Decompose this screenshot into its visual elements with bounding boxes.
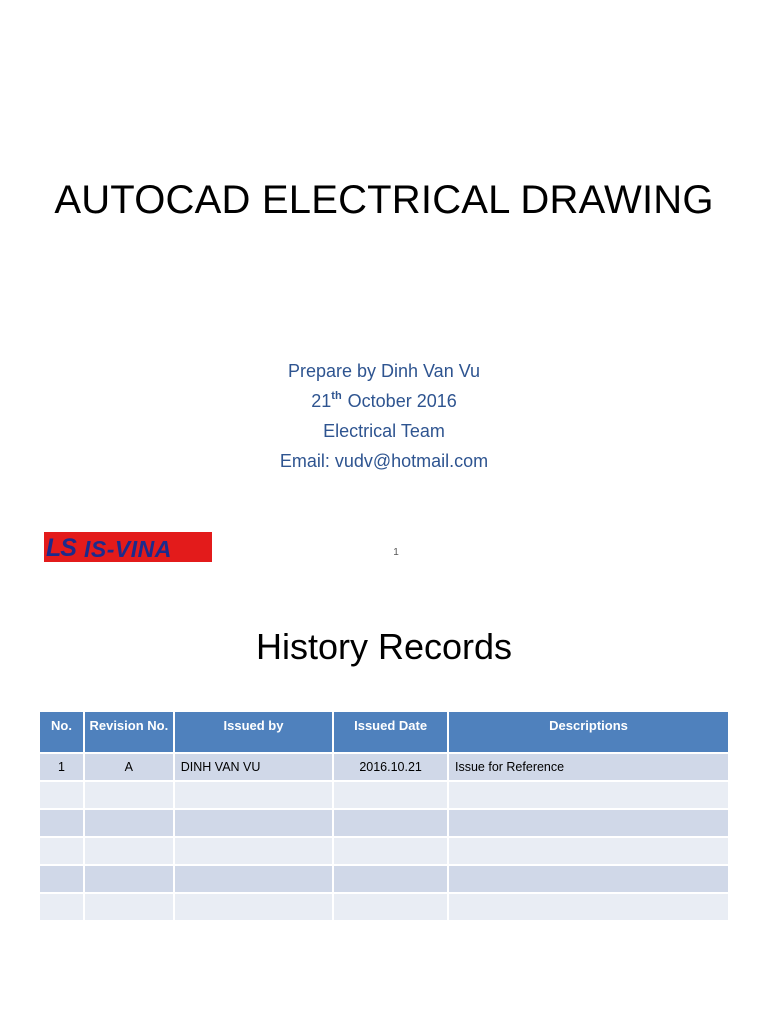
table-row [40,894,728,920]
history-slide [0,576,768,1024]
header-issued-date: Issued Date [334,712,447,752]
cell-description: Issue for Reference [449,754,728,780]
document-title: AUTOCAD ELECTRICAL DRAWING [54,178,714,222]
cell-description [449,866,728,892]
cell-issued-by [175,866,332,892]
date-day: 21 [311,391,332,411]
cell-description [449,810,728,836]
cell-issued-date: 2016.10.21 [334,754,447,780]
prepared-by: Prepare by Dinh Van Vu [287,361,481,381]
table-row [40,866,728,892]
cell-issued-by [175,838,332,864]
cell-revision [85,894,173,920]
cell-issued-date [334,782,447,808]
table-header-row [40,712,728,752]
header-revision-no: Revision No. [85,712,173,752]
cell-issued-by [175,782,332,808]
cell-no [40,894,83,920]
header-descriptions: Descriptions [449,712,728,752]
cell-no [40,838,83,864]
cell-issued-by [175,894,332,920]
cell-revision [85,782,173,808]
email-line: Email: vudv@hotmail.com [279,451,489,471]
cell-revision: A [85,754,173,780]
company-logo [44,532,212,562]
header-no: No. [40,712,83,752]
logo-ls-text: LS [46,534,76,562]
history-title: History Records [255,626,513,667]
date-suffix: th [331,390,342,402]
cell-issued-date [334,838,447,864]
header-issued-by: Issued by [175,712,332,752]
page-number: 1 [393,547,399,558]
cell-description [449,782,728,808]
cell-revision [85,866,173,892]
cell-issued-date [334,810,447,836]
history-table [38,710,730,922]
date-rest: October 2016 [347,391,457,411]
cell-no [40,810,83,836]
cell-revision [85,810,173,836]
cell-no [40,782,83,808]
date-line [0,386,768,416]
logo-is-vina-text: IS-VINA [84,536,172,562]
cell-description [449,894,728,920]
table-row [40,838,728,864]
cell-issued-by: DINH VAN VU [175,754,332,780]
subtitle-block [0,356,768,476]
table-row [40,810,728,836]
cell-no [40,866,83,892]
table-row [40,754,728,780]
cell-issued-date [334,894,447,920]
cell-description [449,838,728,864]
cell-no: 1 [40,754,83,780]
team-name: Electrical Team [323,421,445,441]
table-row [40,782,728,808]
cell-issued-by [175,810,332,836]
cell-issued-date [334,866,447,892]
cell-revision [85,838,173,864]
